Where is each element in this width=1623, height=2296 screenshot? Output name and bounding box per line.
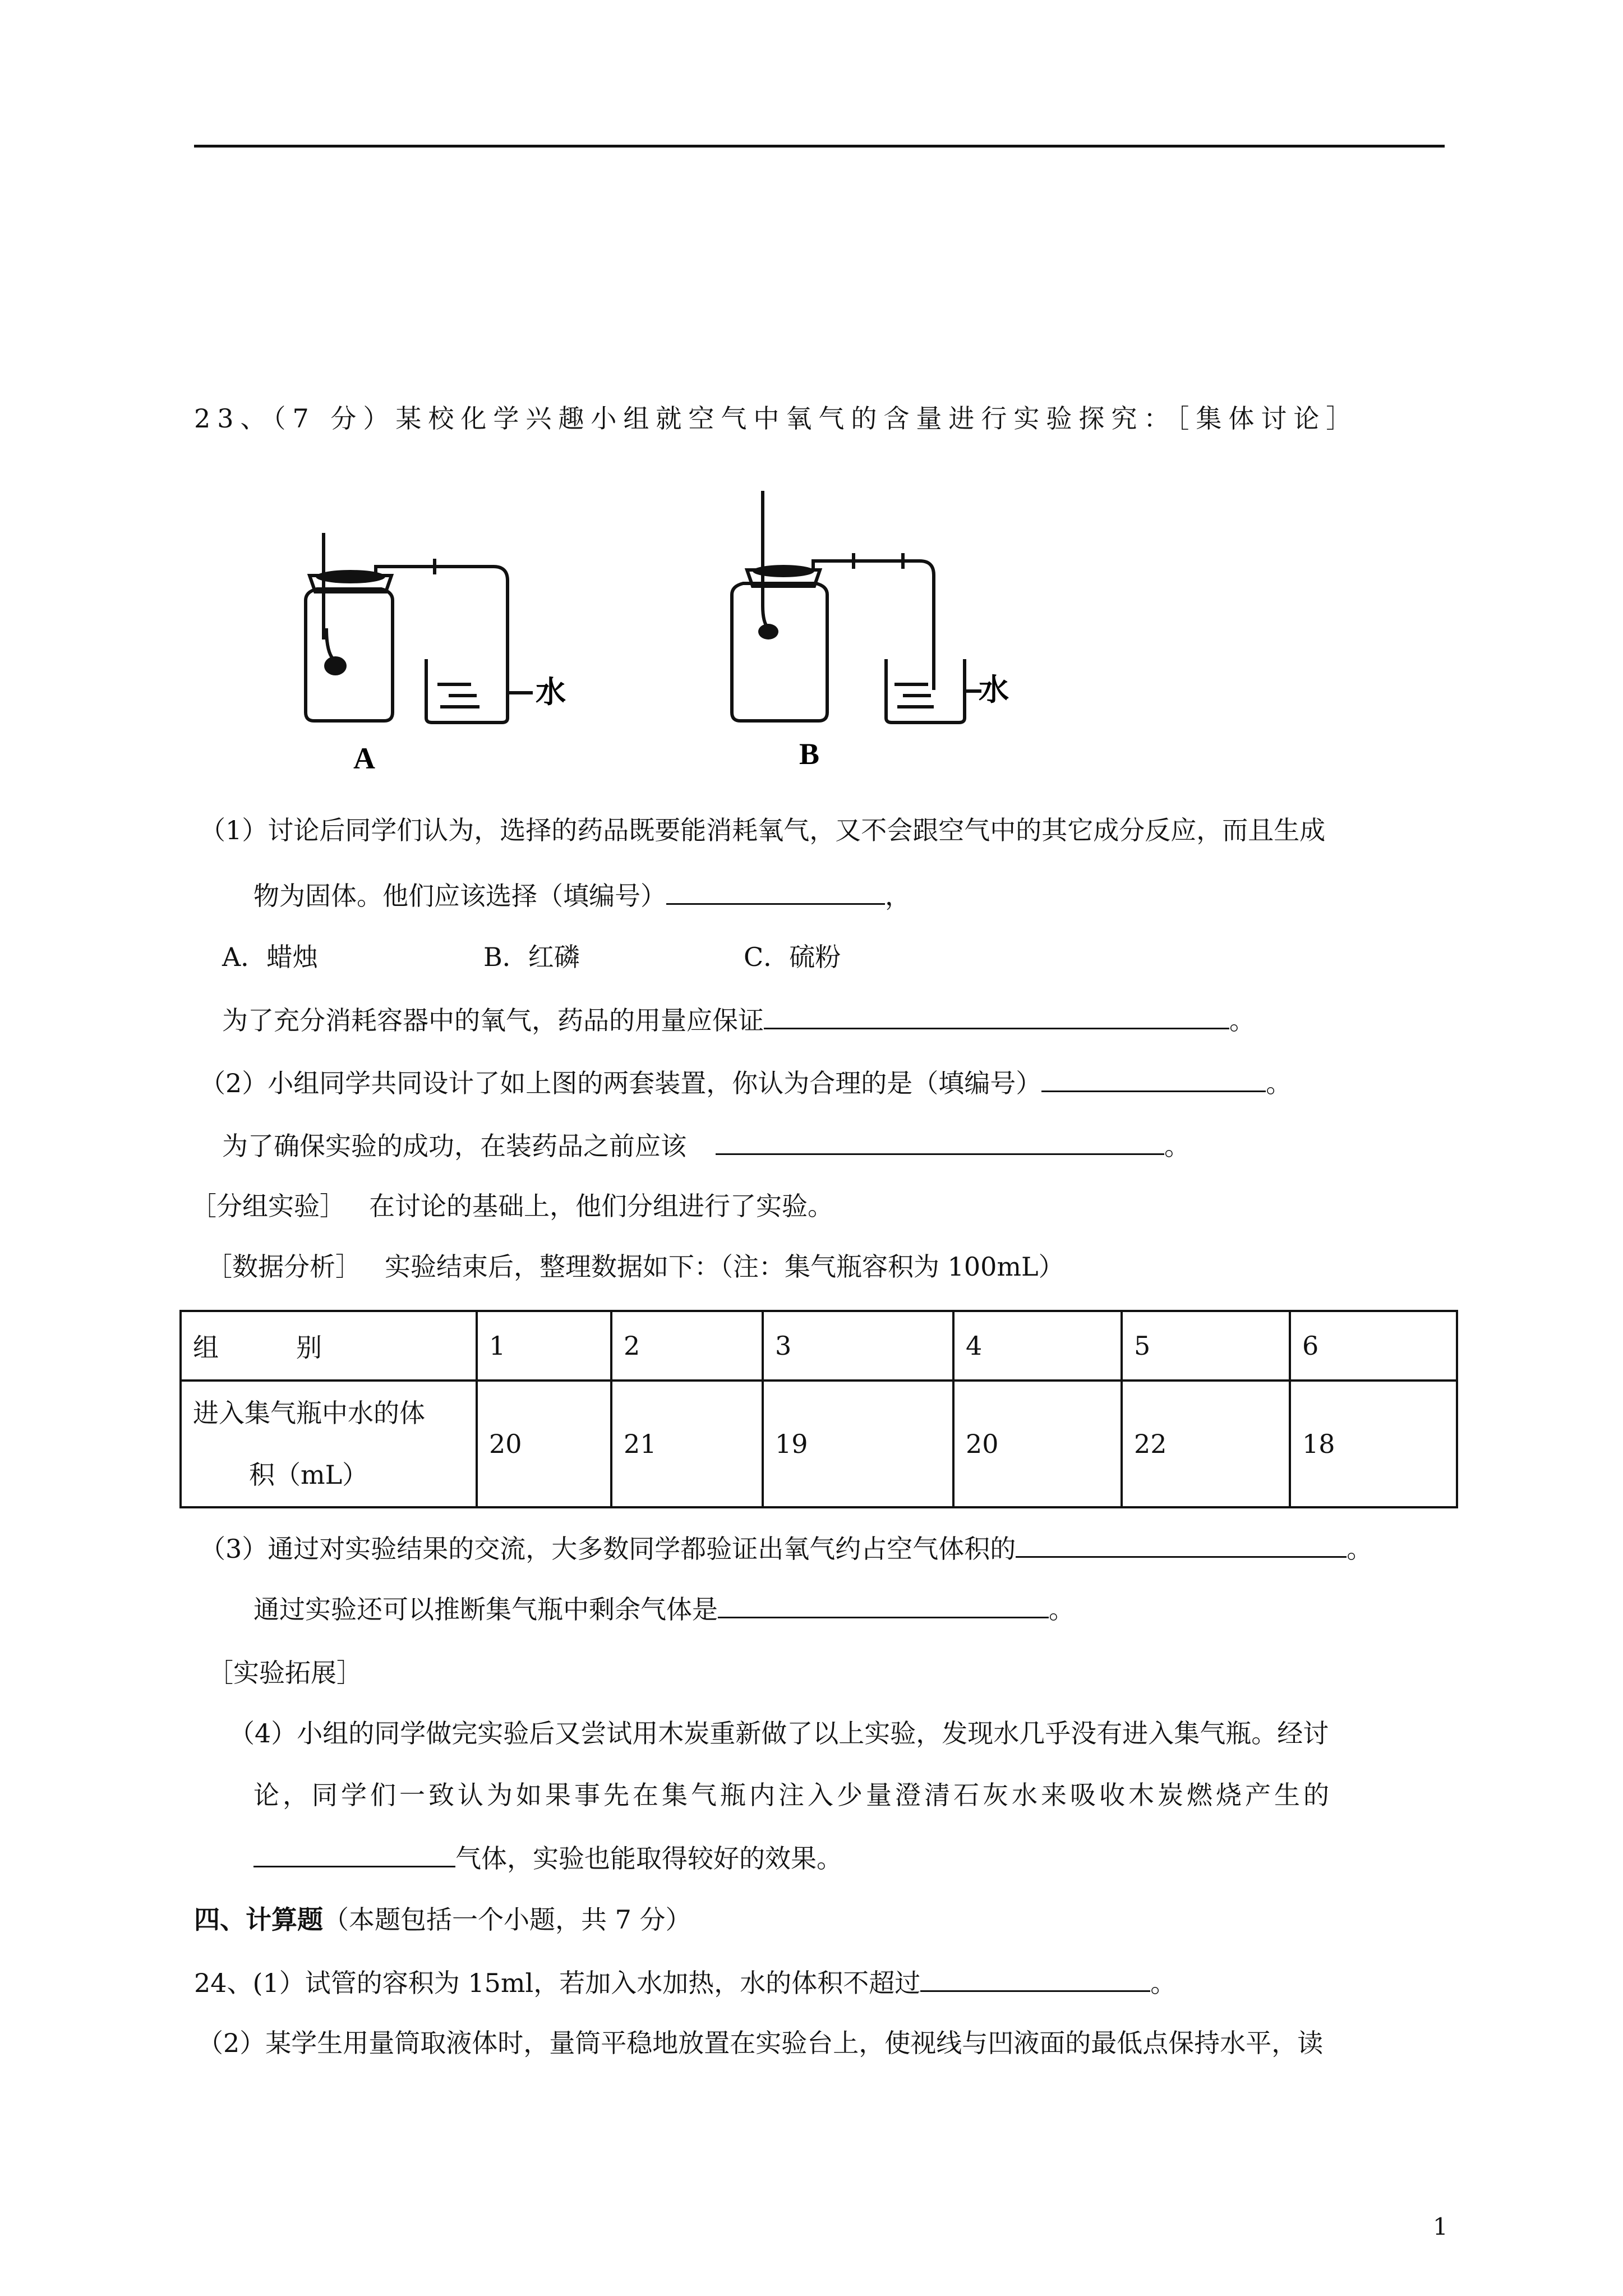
q24-p1-tail: 。 (1150, 1968, 1177, 1998)
table-cell-group: 6 (1290, 1311, 1457, 1381)
table-cell-group: 2 (611, 1311, 763, 1381)
table-cell-value: 20 (477, 1381, 611, 1507)
table-row (181, 1381, 1457, 1507)
page-number: 1 (1433, 2213, 1448, 2240)
table-cell-group: 3 (763, 1311, 953, 1381)
q24-p2: （2）某学生用量筒取液体时，量筒平稳地放置在实验台上，使视线与凹液面的最低点保持水平，读 (197, 2028, 1324, 2058)
option-a: A．蜡烛 (222, 942, 319, 972)
table-cell-value: 22 (1122, 1381, 1290, 1507)
q24-p1-text: 24、(1）试管的容积为 15ml，若加入水加热，水的体积不超过 (194, 1968, 921, 1998)
q23-p1-line2-tail: ， (885, 881, 911, 911)
figure-label-b: B (799, 737, 820, 771)
answer-blank-3b[interactable] (718, 1591, 1049, 1618)
figure-label-a: A (353, 742, 375, 775)
table-cell-value: 21 (611, 1381, 763, 1507)
q23-p2-line1-tail: 。 (1266, 1068, 1292, 1098)
q23-p1-line4-tail: 。 (1229, 1005, 1255, 1036)
option-b: B．红磷 (483, 942, 580, 972)
q23-p1-line2-text: 物为固体。他们应该选择（填编号） (253, 881, 666, 911)
table-row-label-line2: 积（mL） (249, 1460, 368, 1490)
q23-p1-line1: （1）讨论后同学们认为，选择的药品既要能消耗氧气，又不会跟空气中的其它成分反应，而且生成 (200, 815, 1326, 845)
table-cell-group: 1 (477, 1311, 611, 1381)
q23-p1-line4 (222, 1002, 1255, 1037)
q23-p2-line1-text: （2）小组同学共同设计了如上图的两套装置，你认为合理的是（填编号） (200, 1068, 1042, 1098)
data-table (179, 1310, 1458, 1508)
answer-blank-1a[interactable] (666, 877, 885, 905)
answer-blank-24-1[interactable] (920, 1964, 1150, 1992)
q23-p1-line2 (253, 877, 911, 913)
table-cell-value: 18 (1290, 1381, 1457, 1507)
option-c: C．硫粉 (744, 942, 841, 972)
header-rule (194, 145, 1445, 148)
q23-p3-line2-tail: 。 (1049, 1594, 1075, 1625)
group-experiment-line (191, 1189, 833, 1223)
table-cell-value: 19 (763, 1381, 953, 1507)
table-header-label: 组 别 (181, 1311, 477, 1381)
apparatus-figure-a (292, 522, 639, 785)
water-label-b: 水 (979, 673, 1009, 707)
table-cell-group: 5 (1122, 1311, 1290, 1381)
q23-p2-line2-text: 为了确保实验的成功，在装药品之前应该 (222, 1131, 686, 1161)
section-4-title: 四、计算题 (194, 1904, 323, 1935)
answer-blank-2b[interactable] (716, 1128, 1164, 1155)
q24-p1 (194, 1964, 1176, 2000)
q23-p3-line2 (253, 1591, 1075, 1626)
answer-blank-4[interactable] (253, 1840, 455, 1867)
water-label-a: 水 (536, 675, 566, 709)
table-cell-value: 20 (953, 1381, 1122, 1507)
q23-p3-line1 (200, 1530, 1372, 1566)
data-analysis-line (206, 1250, 1064, 1283)
q23-p2-line1 (200, 1065, 1292, 1100)
q23-p4-line2: 论，同学们一致认为如果事先在集气瓶内注入少量澄清石灰水来吸收木炭燃烧产生的 (253, 1780, 1332, 1810)
answer-blank-2a[interactable] (1041, 1065, 1266, 1092)
table-row-label (181, 1381, 477, 1507)
table-row (181, 1311, 1457, 1381)
group-experiment-tag: ［分组实验］ (191, 1191, 345, 1221)
group-experiment-text: 在讨论的基础上，他们分组进行了实验。 (369, 1191, 833, 1221)
q23-p2-line2 (222, 1128, 1190, 1163)
answer-blank-3a[interactable] (1016, 1530, 1347, 1558)
q23-p3-line1-text: （3）通过对实验结果的交流，大多数同学都验证出氧气约占空气体积的 (200, 1534, 1016, 1564)
q23-p1-line4-text: 为了充分消耗容器中的氧气，药品的用量应保证 (222, 1005, 764, 1036)
q23-p4-line1: （4）小组的同学做完实验后又尝试用木炭重新做了以上实验，发现水几乎没有进入集气瓶。经讨 (229, 1718, 1329, 1749)
q23-stem: 23、（7 分）某校化学兴趣小组就空气中氧气的含量进行实验探究：［集体讨论］ (194, 403, 1359, 434)
q23-p3-line2-text: 通过实验还可以推断集气瓶中剩余气体是 (253, 1594, 718, 1625)
table-row-label-line1: 进入集气瓶中水的体 (193, 1398, 425, 1428)
section-4-note: （本题包括一个小题，共 7 分） (323, 1904, 691, 1935)
apparatus-figure-b (723, 488, 1071, 780)
q23-p3-line1-tail: 。 (1347, 1534, 1373, 1564)
answer-blank-1b[interactable] (764, 1002, 1229, 1029)
table-cell-group: 4 (953, 1311, 1122, 1381)
q23-p4-line3 (253, 1840, 842, 1875)
experiment-extension-tag: ［实验拓展］ (208, 1658, 362, 1688)
data-analysis-text: 实验结束后，整理数据如下：（注：集气瓶容积为 100mL） (385, 1251, 1064, 1282)
data-analysis-tag: ［数据分析］ (206, 1251, 361, 1282)
q23-p2-line2-tail: 。 (1164, 1131, 1190, 1161)
section-4-heading (194, 1903, 691, 1936)
q23-p4-line3-text: 气体，实验也能取得较好的效果。 (455, 1843, 842, 1874)
